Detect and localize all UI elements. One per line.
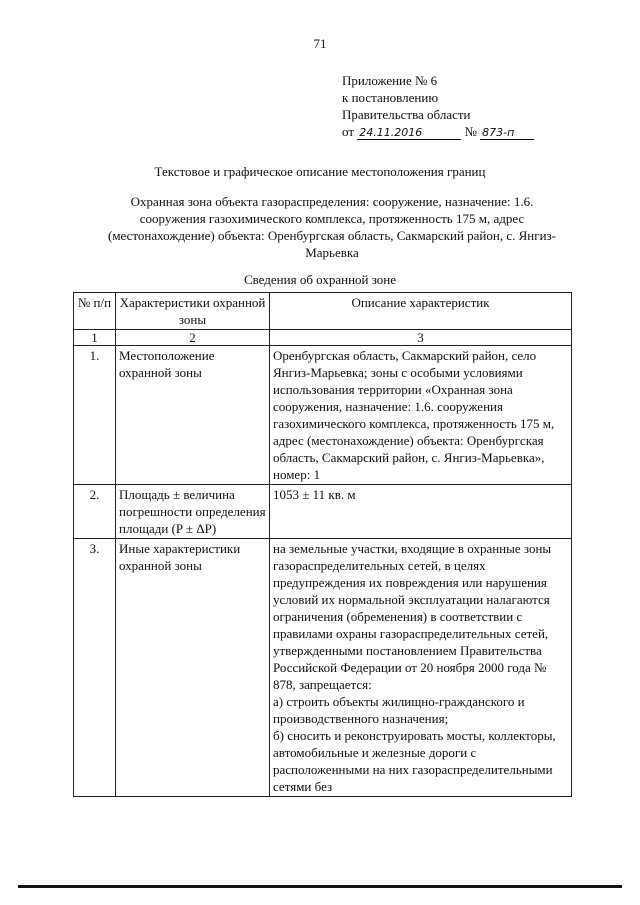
row-number: 1.: [74, 346, 116, 485]
row-name: Иные характеристики охранной зоны: [116, 539, 270, 797]
table-row: [74, 346, 572, 485]
header-row: [74, 293, 572, 330]
row-desc: 1053 ± 11 кв. м: [270, 485, 572, 539]
index-cell: 3: [270, 330, 572, 346]
row-number: 2.: [74, 485, 116, 539]
header-cell: № п/п: [74, 293, 116, 330]
index-cell: 1: [74, 330, 116, 346]
bottom-rule: [18, 885, 622, 888]
table-row: [74, 539, 572, 797]
header-cell: Описание характеристик: [270, 293, 572, 330]
row-desc: [270, 539, 572, 797]
appendix-line: Приложение № 6: [342, 73, 438, 88]
number-label: №: [464, 124, 477, 139]
zone-description: Охранная зона объекта газораспределения: сооружение, назначение: 1.6. сооружения газохимического комплекса, протяженность 175 м, адрес (местонахождение) объекта: Оренбургская область, Сакмарский район, с. Янгиз-Марьевка: [108, 194, 556, 260]
row-name: Площадь ± величина погрешности определения площади (P ± ΔP): [116, 485, 270, 539]
zone-info-table: [73, 292, 572, 797]
row-number: 3.: [74, 539, 116, 797]
index-row: [74, 330, 572, 346]
handwritten-date: 24.11.2016: [357, 126, 461, 140]
desc-paragraph: б) сносить и реконструировать мосты, коллекторы, автомобильные и железные дороги с расположенными на них газораспределительными сетями без: [273, 728, 556, 794]
handwritten-number: 873-п: [480, 126, 534, 140]
page-number: 71: [313, 36, 327, 51]
table-title: Сведения об охранной зоне: [243, 272, 397, 287]
appendix-block: [342, 72, 534, 140]
desc-paragraph: на земельные участки, входящие в охранные зоны газораспределительных сетей, в целях предупреждения их повреждения или нарушения условий их нормальной эксплуатации налагаются ограничения (обременения) в соответствии с правилами охраны газораспределительных сетей, утвержденными постановлением Правительства Российской Федерации от 20 ноября 2000 года № 878, запрещается:: [273, 541, 552, 692]
header-cell: Характеристики охранной зоны: [116, 293, 270, 330]
appendix-date-line: [342, 123, 534, 140]
appendix-line: к постановлению: [342, 90, 439, 105]
index-cell: 2: [116, 330, 270, 346]
appendix-line: Правительства области: [342, 107, 471, 122]
row-desc: Оренбургская область, Сакмарский район, село Янгиз-Марьевка; зоны с особыми условиями использования территории «Охранная зона сооружения, назначение: 1.6. сооружения газохимического комплекса, протяженность 175 м, адрес (местонахождение) объекта: Оренбургская область, Сакмарский район, с. Янгиз-Марьевка», номер: 1: [270, 346, 572, 485]
table-row: [74, 485, 572, 539]
desc-paragraph: а) строить объекты жилищно-гражданского и производственного назначения;: [273, 694, 525, 726]
from-label: от: [342, 124, 355, 139]
row-name: Местоположение охранной зоны: [116, 346, 270, 485]
document-title: Текстовое и графическое описание местоположения границ: [154, 164, 486, 179]
